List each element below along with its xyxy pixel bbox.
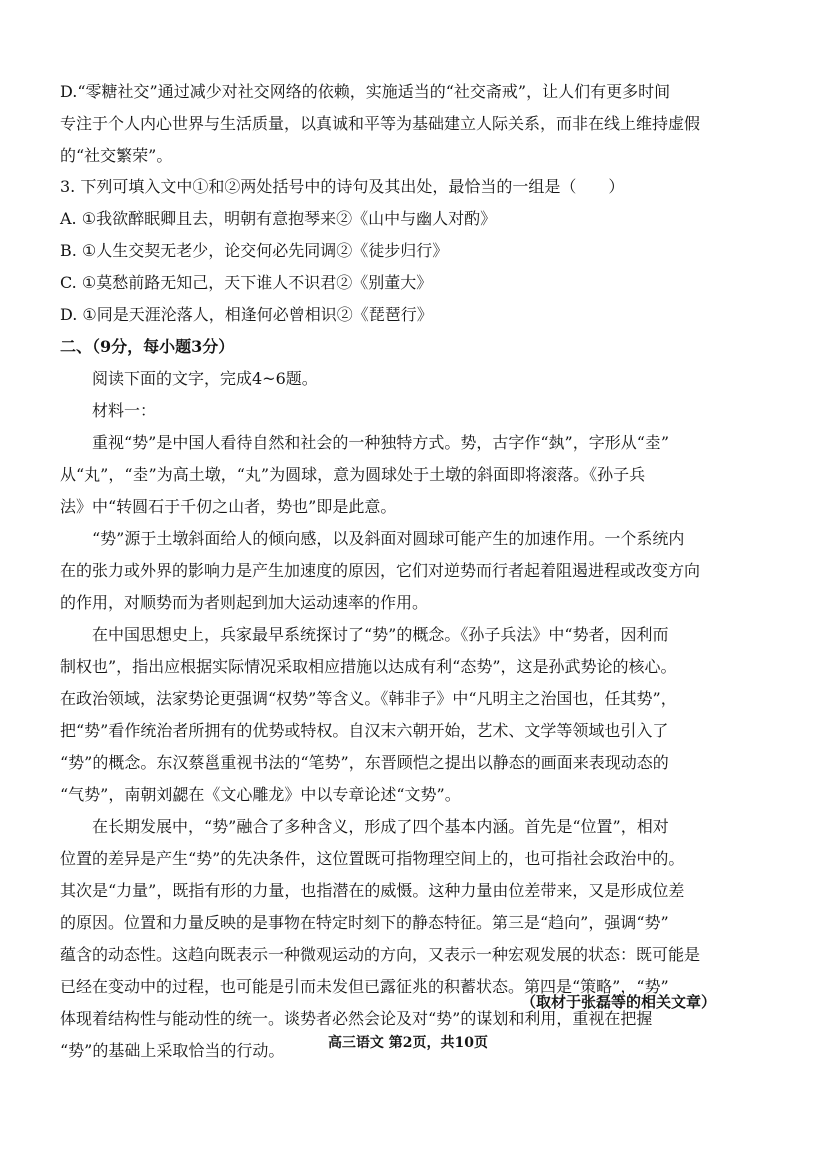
text-line: 体现着结构性与能动性的统一。谈势者必然会论及对“势”的谋划和利用，重视在把握 <box>60 1009 653 1028</box>
text-line: 把“势”看作统治者所拥有的优势或特权。自汉末六朝开始，艺术、文学等领域也引入了 <box>60 721 669 740</box>
text-line: “势”的基础上采取恰当的行动。 <box>60 1041 285 1060</box>
option-b: B. ①人生交契无老少，论交何必先同调②《徒步归行》 <box>60 241 449 260</box>
text-line: 在的张力或外界的影响力是产生加速度的原因，它们对逆势而行者起着阻遏进程或改变方向 <box>60 561 701 580</box>
material-label: 材料一： <box>92 401 157 420</box>
question-3 <box>60 171 718 331</box>
text-line: 制权也”，指出应根据实际情况采取相应措施以达成有利“态势”，这是孙武势论的核心。 <box>60 657 677 676</box>
text-line: D.“零糖社交”通过减少对社交网络的依赖，实施适当的“社交斋戒”，让人们有更多时间 <box>60 82 671 101</box>
text-line: 的“社交繁荣”。 <box>60 146 173 165</box>
text-line: 在政治领域，法家势论更强调“权势”等含义。《韩非子》中“凡明主之治国也，任其势”， <box>60 689 677 708</box>
option-d-previous-question <box>60 76 718 172</box>
text-line: 在中国思想史上，兵家最早系统探讨了“势”的概念。《孙子兵法》中“势者，因利而 <box>92 625 669 644</box>
option-c: C. ①莫愁前路无知己，天下谁人不识君②《别董大》 <box>60 273 433 292</box>
paragraph-1 <box>60 427 718 523</box>
section-heading: 二、（9分，每小题3分） <box>60 337 235 356</box>
text-line: 的作用，对顺势而为者则起到加大运动速率的作用。 <box>60 593 429 612</box>
text-line: 蕴含的动态性。这趋向既表示一种微观运动的方向，又表示一种宏观发展的状态：既可能是 <box>60 945 701 964</box>
paragraph-2 <box>60 523 718 619</box>
text-line: 位置的差异是产生“势”的先决条件，这位置既可指物理空间上的，也可指社会政治中的。 <box>60 849 685 868</box>
section-2 <box>60 331 718 1067</box>
text-line: 其次是“力量”，既指有形的力量，也指潜在的威慑。这种力量由位差带来，又是形成位差 <box>60 881 685 900</box>
text-line: “势”源于土墩斜面给人的倾向感，以及斜面对圆球可能产生的加速作用。一个系统内 <box>92 529 685 548</box>
text-line: 法》中“转圆石于千仞之山者，势也”即是此意。 <box>60 497 397 516</box>
text-line: 从“丸”，“坴”为高土墩，“丸”为圆球，意为圆球处于土墩的斜面即将滚落。《孙子兵 <box>60 465 646 484</box>
text-line: “气势”，南朝刘勰在《文心雕龙》中以专章论述“文势”。 <box>60 785 461 804</box>
source-citation: （取材于张磊等的相关文章） <box>520 993 716 1011</box>
text-line: 的原因。位置和力量反映的是事物在特定时刻下的静态特征。第三是“趋向”，强调“势” <box>60 913 669 932</box>
text-line: 重视“势”是中国人看待自然和社会的一种独特方式。势，古字作“埶”，字形从“坴” <box>92 433 670 452</box>
paragraph-3 <box>60 619 718 811</box>
text-line: 在长期发展中，“势”融合了多种含义，形成了四个基本内涵。首先是“位置”，相对 <box>92 817 669 836</box>
option-a: A. ①我欲醉眠卿且去，明朝有意抱琴来②《山中与幽人对酌》 <box>60 209 497 228</box>
option-d: D. ①同是天涯沦落人，相逢何必曾相识②《琵琶行》 <box>60 305 433 324</box>
page-footer: 高三语文 第2页，共10页 <box>327 1035 489 1051</box>
question-stem: 3. 下列可填入文中①和②两处括号中的诗句及其出处，最恰当的一组是（ ） <box>60 177 625 196</box>
paragraph-4 <box>60 811 718 1067</box>
text-line: “势”的概念。东汉蔡邕重视书法的“笔势”，东晋顾恺之提出以静态的画面来表现动态的 <box>60 753 669 772</box>
reading-instruction: 阅读下面的文字，完成4~6题。 <box>92 369 318 388</box>
text-line: 已经在变动中的过程，也可能是引而未发但已露征兆的积蓄状态。第四是“策略”，“势” <box>60 977 669 996</box>
text-line: 专注于个人内心世界与生活质量，以真诚和平等为基础建立人际关系，而非在线上维持虚假 <box>60 114 701 133</box>
